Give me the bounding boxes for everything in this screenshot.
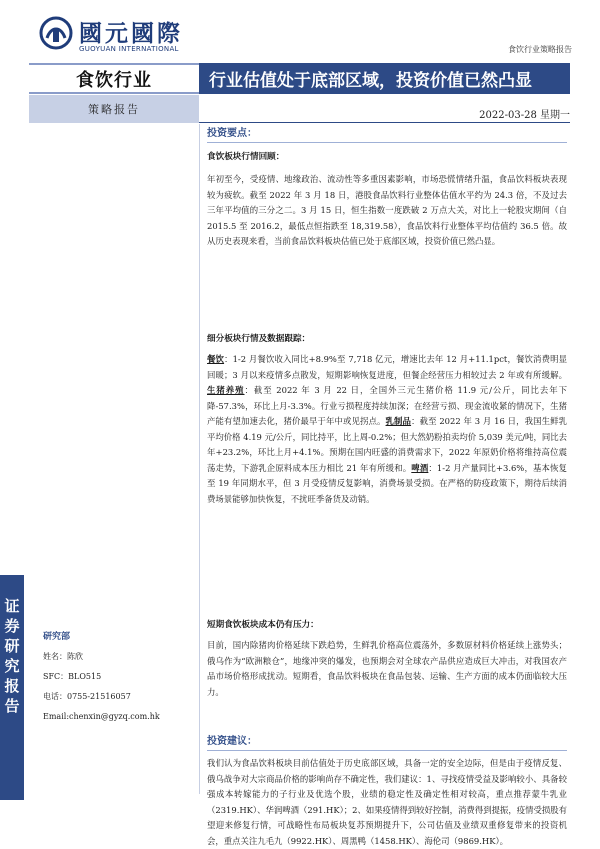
segment-catering-label: 餐饮 [207, 354, 225, 364]
vertical-label: 证券研究报告 [4, 597, 20, 715]
segment-hog-label: 生猪养殖 [207, 385, 245, 395]
segment-catering-text: ：1-2 月餐饮收入同比+8.9%至 7,718 亿元，增速比去年 12 月+11.1pct，餐饮消费明显回暖；3 月以来疫情多点散发，短期影响恢复进度，但餐企经营压力相较过去 2 年或有所缓解。 [207, 354, 567, 380]
market-review-heading: 食饮板块行情回顾： [207, 152, 285, 162]
logo-english-text: GUOYUAN INTERNATIONAL [79, 45, 179, 53]
report-series: 食饮行业策略报告 [508, 45, 572, 54]
report-title: 行业估值处于底部区域，投资价值已然凸显 [199, 63, 570, 94]
company-logo [39, 14, 183, 60]
analyst-phone: 电话：0755-21516057 [43, 692, 131, 701]
segment-dairy-text: ：截至 2022 年 3 月 16 日，我国生鲜乳平均价格 4.19 元/公斤，同比持平，比上周-0.2%；但大然奶粉拍卖均价 5,039 美元/吨，同比去年+23.2%，环比上月+4.1%。预期在国内旺盛的消费需求下，2022 年原奶价格将维持高位震荡走势，下游乳企原料成本压力相比 21 年有所缓和。 [207, 416, 567, 473]
segment-beer-label: 啤酒 [411, 462, 429, 473]
industry-label: 食饮行业 [29, 63, 199, 94]
segment-dairy-label: 乳制品 [385, 416, 412, 426]
logo-chinese-text: 國元國際 [79, 20, 183, 47]
analyst-name: 姓名：陈欣 [43, 652, 83, 661]
analyst-email: Email:chenxin@gyzq.com.hk [43, 712, 160, 721]
sidebar-divider [199, 124, 200, 794]
cost-text: 目前，国内除猪肉价格延续下跌趋势，生鲜乳价格高位震荡外，多数原材料价格延续上涨势头；俄乌作为“欧洲粮仓”，地缘冲突的爆发，也预期会对全球农产品供应造成巨大冲击，对我国农产品市场价格形成扰动。短期看，食品饮料板块在食品包装、运输、生产方面的成本仍面临较大压力。 [207, 640, 567, 697]
analyst-info [43, 627, 193, 727]
segments-text [207, 352, 567, 507]
report-type: 策略报告 [29, 95, 199, 123]
analyst-sfc: SFC：BLO515 [43, 672, 102, 681]
section-rule [207, 750, 567, 751]
dept-heading: 研究部 [43, 632, 71, 642]
report-date: 2022-03-28 星期一 [479, 110, 570, 121]
header-divider [199, 122, 570, 123]
segment-beer-text: ：1-2 月产量同比+3.6%，基本恢复至 19 年同期水平，但 3 月受疫情反复影响，消费场景受损。在严格的防疫政策下，期待后续消费场景能够加快恢复，不扰旺季备货及动销。 [207, 462, 567, 504]
section-rule [207, 142, 567, 143]
segments-heading: 细分板块行情及数据跟踪： [207, 334, 311, 344]
logo-mark-icon [39, 16, 73, 50]
segment-hog-text: ：截至 2022 年 3 月 22 日，全国外三元生猪价格 11.9 元/公斤，同比去年下降-57.3%，环比上月-3.3%。行业亏损程度持续加深；在经营亏损、现金流收紧的情况下，生猪产能有望加速去化，猪价最早于年中或见拐点。 [207, 385, 567, 426]
key-points-heading: 投资要点： [207, 128, 257, 139]
advice-heading: 投资建议： [207, 736, 257, 747]
market-review-text: 年初至今，受疫情、地缘政治、流动性等多重因素影响，市场恐慌情绪升温，食品饮料板块表现较为疲软。截至 2022 年 3 月 18 日，港股食品饮料行业整体估值水平约为 24.3 倍，不及过去三年平均值的三分之二。3 月 15 日，恒生指数一度跌破 2 万点大关，对比上一轮股灾期间（自 2015.5 至 2016.2，最低点恒指跌至 18,319.58），食品饮料行业整体平均估值约 36.5 倍。故从历史表现来看，当前食品饮料板块估值已处于底部区域，投资价值已然凸显。 [207, 174, 567, 246]
cost-heading: 短期食饮板块成本仍有压力： [207, 620, 319, 630]
advice-text: 我们认为食品饮料板块目前估值处于历史底部区域，具备一定的安全边际，但是由于疫情反复、俄乌战争对大宗商品价格的影响尚存不确定性，我们建议：1、寻找疫情受益及影响较小、具备较强成本转嫁能力的子行业及优选个股，业绩的稳定性及确定性相对较高，重点推荐蒙牛乳业（2319.HK）、华润啤酒（291.HK）；2、如果疫情得到较好控制，消费得到提振，疫情受损股有望迎来修复行情，可战略性布局板块复苏预期提升下，公司估值及业绩双重修复带来的投资机会，重点关注九毛九（9922.HK）、周黑鸭（1458.HK）、海伦司（9869.HK）。 [207, 758, 567, 846]
